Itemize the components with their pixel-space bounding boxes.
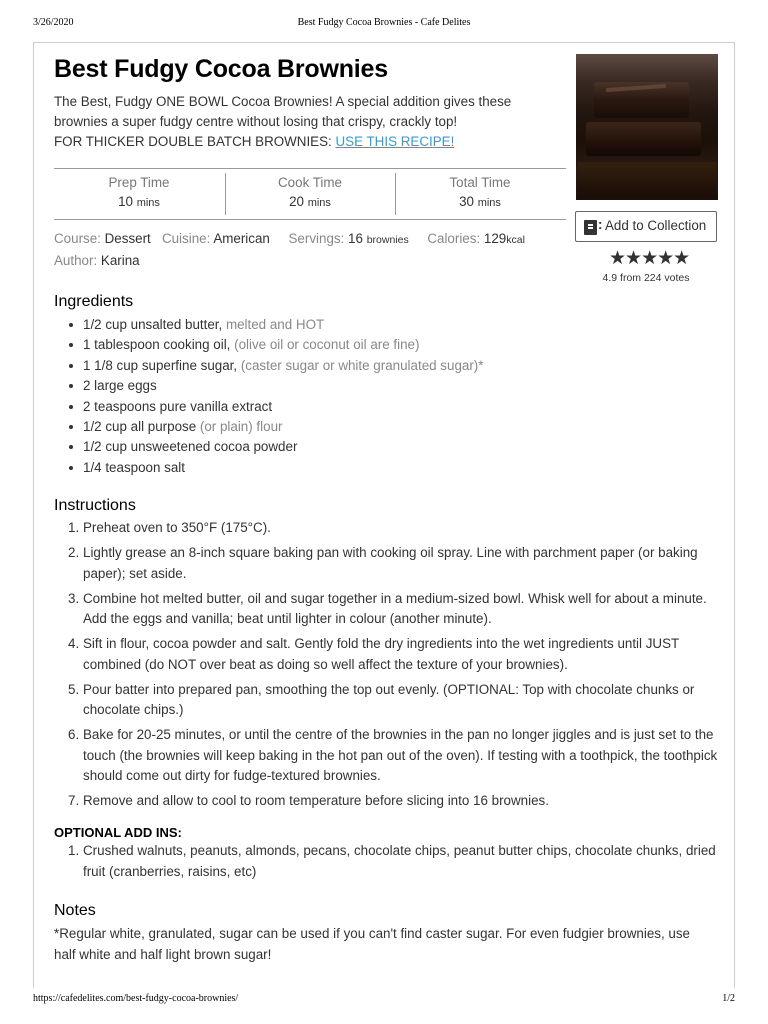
ingredient-note: melted and HOT bbox=[222, 317, 325, 332]
optional-add-ins-heading: OPTIONAL ADD INS: bbox=[54, 825, 182, 840]
instruction-step bbox=[68, 518, 728, 539]
collection-colon: : bbox=[598, 217, 603, 232]
instruction-step-text: Combine hot melted butter, oil and sugar together in a medium-sized bowl. Whisk well for about a minute. Add the eggs and vanilla; beat until lighter in colour (another minute). bbox=[83, 590, 707, 626]
cuisine-value: American bbox=[213, 231, 270, 246]
ingredient-item bbox=[83, 357, 483, 377]
notes-heading: Notes bbox=[54, 902, 96, 919]
servings-unit: brownies bbox=[366, 234, 409, 246]
summary-line-3 bbox=[54, 132, 554, 152]
total-time-value-row bbox=[395, 194, 565, 209]
course-value: Dessert bbox=[104, 231, 151, 246]
instruction-step bbox=[68, 725, 728, 787]
recipe-meta bbox=[54, 231, 525, 246]
summary-line-3-text: FOR THICKER DOUBLE BATCH BROWNIES: bbox=[54, 134, 336, 149]
instruction-step-text: Pour batter into prepared pan, smoothing the top out evenly. (OPTIONAL: Top with chocolate chunks or chocolate chips.) bbox=[83, 681, 695, 717]
instructions-heading: Instructions bbox=[54, 497, 136, 514]
prep-time-unit: mins bbox=[136, 197, 160, 209]
ingredient-item bbox=[83, 398, 483, 418]
instruction-step bbox=[68, 543, 728, 584]
ingredient-note: (or plain) flour bbox=[196, 418, 283, 434]
print-url: https://cafedelites.com/best-fudgy-cocoa-brownies/ bbox=[33, 993, 239, 1004]
instructions-list bbox=[68, 518, 728, 816]
ingredient-item bbox=[83, 316, 483, 336]
times-divider-top bbox=[54, 168, 566, 169]
ingredient-item bbox=[83, 459, 483, 479]
instruction-step-text: Preheat oven to 350°F (175°C). bbox=[83, 520, 271, 535]
cook-time-value: 20 bbox=[289, 194, 304, 209]
author-value: Karina bbox=[100, 253, 140, 268]
use-this-recipe-link[interactable]: USE THIS RECIPE! bbox=[335, 134, 455, 149]
ingredient-item bbox=[83, 418, 483, 438]
ingredient-note: (olive oil or coconut oil are fine) bbox=[230, 337, 420, 353]
ingredients-list bbox=[83, 316, 483, 479]
ingredient-text: 1 tablespoon cooking oil, bbox=[83, 337, 231, 353]
optional-add-in-text: Crushed walnuts, peanuts, almonds, pecans, chocolate chips, peanut butter chips, chocolate chunks, dried fruit (cranberries, raisins, etc) bbox=[83, 843, 716, 879]
ingredient-text: 1 1/8 cup superfine sugar, bbox=[83, 357, 238, 373]
optional-add-in-number: 1. bbox=[68, 843, 80, 858]
servings-label: Servings: bbox=[288, 231, 345, 246]
print-page-number: 1/2 bbox=[722, 993, 735, 1004]
total-time bbox=[395, 175, 565, 209]
author-meta bbox=[54, 253, 140, 268]
recipe-summary bbox=[54, 92, 554, 152]
instruction-step-text: Sift in flour, cocoa powder and salt. Gently fold the dry ingredients into the wet ingredients until JUST combined (do NOT over beat as doing so well affect the texture of your brownies). bbox=[83, 636, 679, 672]
calories-unit: kcal bbox=[506, 234, 525, 246]
prep-time-value-row bbox=[54, 194, 224, 209]
instruction-step bbox=[68, 791, 728, 812]
instruction-step-number: 3. bbox=[68, 590, 80, 606]
total-time-value: 30 bbox=[459, 194, 474, 209]
instruction-step-number: 5. bbox=[68, 681, 80, 697]
prep-time bbox=[54, 175, 224, 209]
instruction-step-number: 6. bbox=[68, 727, 80, 742]
prep-time-value: 10 bbox=[118, 194, 133, 209]
print-header bbox=[0, 17, 768, 31]
recipe-card bbox=[33, 42, 735, 988]
ingredient-item bbox=[83, 336, 483, 356]
cook-time-label: Cook Time bbox=[278, 175, 342, 190]
instruction-step-number: 1. bbox=[68, 520, 80, 535]
instruction-step bbox=[68, 680, 728, 721]
instruction-step-text: Remove and allow to cool to room temperature before slicing into 16 brownies. bbox=[83, 793, 549, 808]
ingredient-text: 2 large eggs bbox=[83, 378, 157, 394]
ingredient-text: 1/2 cup unsalted butter, bbox=[83, 317, 223, 332]
notes-text: *Regular white, granulated, sugar can be used if you can't find caster sugar. For even fudgier brownies, use half white and half light brown sugar! bbox=[54, 926, 691, 962]
summary-line-1: The Best, Fudgy ONE BOWL Cocoa Brownies! A special addition gives these bbox=[54, 94, 512, 109]
calories-label: Calories: bbox=[427, 231, 481, 246]
cook-time-value-row bbox=[225, 194, 395, 209]
bookmark-list-icon bbox=[584, 220, 597, 235]
servings-value: 16 bbox=[348, 231, 363, 246]
instruction-step-number: 7. bbox=[68, 793, 80, 808]
instruction-step bbox=[68, 589, 728, 630]
ingredient-text: 1/4 teaspoon salt bbox=[83, 459, 185, 475]
prep-time-label: Prep Time bbox=[108, 175, 170, 190]
instruction-step-text: Lightly grease an 8-inch square baking pan with cooking oil spray. Line with parchment paper (or baking paper); set aside. bbox=[83, 545, 698, 581]
summary-line-2: brownies a super fudgy centre without losing that crispy, crackly top! bbox=[54, 114, 458, 129]
instruction-step bbox=[68, 634, 728, 675]
ingredient-item bbox=[83, 377, 483, 397]
recipe-photo bbox=[576, 54, 718, 200]
ingredient-note: (caster sugar or white granulated sugar)* bbox=[237, 357, 484, 373]
optional-add-ins-list bbox=[68, 841, 728, 882]
cook-time-unit: mins bbox=[307, 197, 331, 209]
ingredient-text: 2 teaspoons pure vanilla extract bbox=[83, 398, 273, 414]
print-page-title: Best Fudgy Cocoa Brownies - Cafe Delites bbox=[297, 17, 471, 28]
brownie-bottom-layer bbox=[578, 162, 716, 198]
total-time-unit: mins bbox=[477, 197, 501, 209]
times-divider-bottom bbox=[54, 219, 566, 220]
brownie-middle-layer bbox=[586, 122, 701, 156]
cuisine-label: Cuisine: bbox=[161, 231, 211, 246]
add-to-collection-button[interactable] bbox=[575, 211, 717, 242]
author-label: Author: bbox=[54, 253, 98, 268]
cook-time bbox=[225, 175, 395, 209]
instruction-step-number: 4. bbox=[68, 636, 80, 651]
add-to-collection-label: Add to Collection bbox=[605, 218, 707, 233]
recipe-title: Best Fudgy Cocoa Brownies bbox=[54, 55, 388, 83]
instruction-step-number: 2. bbox=[68, 545, 80, 560]
print-date: 3/26/2020 bbox=[33, 17, 74, 28]
calories-value: 129 bbox=[483, 231, 507, 246]
ingredient-text: 1/2 cup unsweetened cocoa powder bbox=[83, 439, 298, 455]
total-time-label: Total Time bbox=[449, 175, 511, 190]
rating-votes: 4.9 from 224 votes bbox=[602, 272, 690, 284]
optional-add-in bbox=[68, 841, 728, 882]
ingredient-item bbox=[83, 438, 483, 458]
course-label: Course: bbox=[54, 231, 101, 246]
rating-stars[interactable]: ★★★★★ bbox=[609, 248, 690, 269]
ingredients-heading: Ingredients bbox=[54, 293, 134, 310]
instruction-step-text: Bake for 20-25 minutes, or until the centre of the brownies in the pan no longer jiggles and is just set to the touch (the brownies will keep baking in the hot pan out of the oven). If testing with a toothpick, the toothpick should come out dirty for fudge-textured brownies. bbox=[83, 727, 718, 783]
print-footer bbox=[0, 993, 768, 1007]
ingredient-text: 1/2 cup all purpose bbox=[83, 418, 197, 434]
